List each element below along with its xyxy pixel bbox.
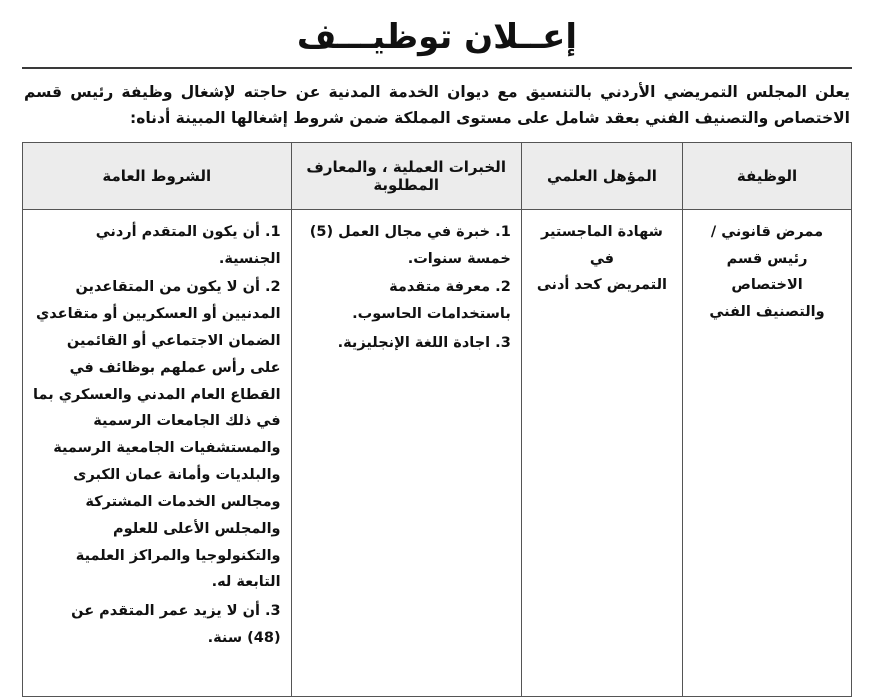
job-line: الاختصاص [731, 277, 803, 294]
list-item: 3. اجادة اللغة الإنجليزية. [337, 335, 511, 352]
job-requirements-table [22, 142, 852, 697]
cell-conditions [23, 209, 292, 696]
job-line: ممرض قانوني / [710, 223, 824, 240]
job-line: والتصنيف الفني [709, 304, 825, 321]
cell-experience [291, 209, 521, 696]
list-item: 2. أن لا يكون من المتقاعدين المدنيين أو العسكريين أو متقاعدي الضمان الاجتماعي أو القائمين على رأس عملهم بوظائف في القطاع العام المدني والعسكري بما في ذلك الجامعات الرسمية والمستشفيات الجامعية الرسمية والبلديات وأمانة عمان الكبرى ومجالس الخدمات المشتركة والمجلس الأعلى للعلوم والتكنولوجيا والمراكز العلمية التابعة له. [33, 279, 281, 591]
column-header-qualification: المؤهل العلمي [521, 142, 682, 209]
table-header [23, 142, 852, 209]
table-row [23, 209, 852, 696]
intro-paragraph: يعلن المجلس التمريضي الأردني بالتنسيق مع ديوان الخدمة المدنية عن حاجته لإشغال وظيفة رئيس قسم الاختصاص والتصنيف الفني بعقد شامل على مستوى المملكة ضمن شروط إشغالها المبينة أدناه: [24, 83, 850, 128]
cell-qualification [521, 209, 682, 696]
title-divider [22, 67, 852, 69]
column-header-conditions: الشروط العامة [23, 142, 292, 209]
table-header-row [23, 142, 852, 209]
list-item: 1. خبرة في مجال العمل (5) خمسة سنوات. [309, 223, 511, 267]
list-item: 3. أن لا يزيد عمر المتقدم عن (48) سنة. [71, 603, 281, 646]
conditions-list [33, 219, 281, 652]
table-body [23, 209, 852, 696]
job-line: رئيس قسم [726, 250, 808, 267]
list-item: 2. معرفة متقدمة باستخدامات الحاسوب. [352, 279, 511, 323]
qualification-line: شهادة الماجستير في [540, 223, 663, 267]
cell-job [683, 209, 852, 696]
column-header-job: الوظيفة [683, 142, 852, 209]
experience-list [302, 219, 511, 357]
list-item: 1. أن يكون المتقدم أردني الجنسية. [95, 223, 281, 267]
qualification-line: التمريض كحد أدنى [536, 277, 668, 294]
page-title: إعــلان توظيـــف [296, 17, 578, 57]
column-header-experience: الخبرات العملية ، والمعارف المطلوبة [291, 142, 521, 209]
